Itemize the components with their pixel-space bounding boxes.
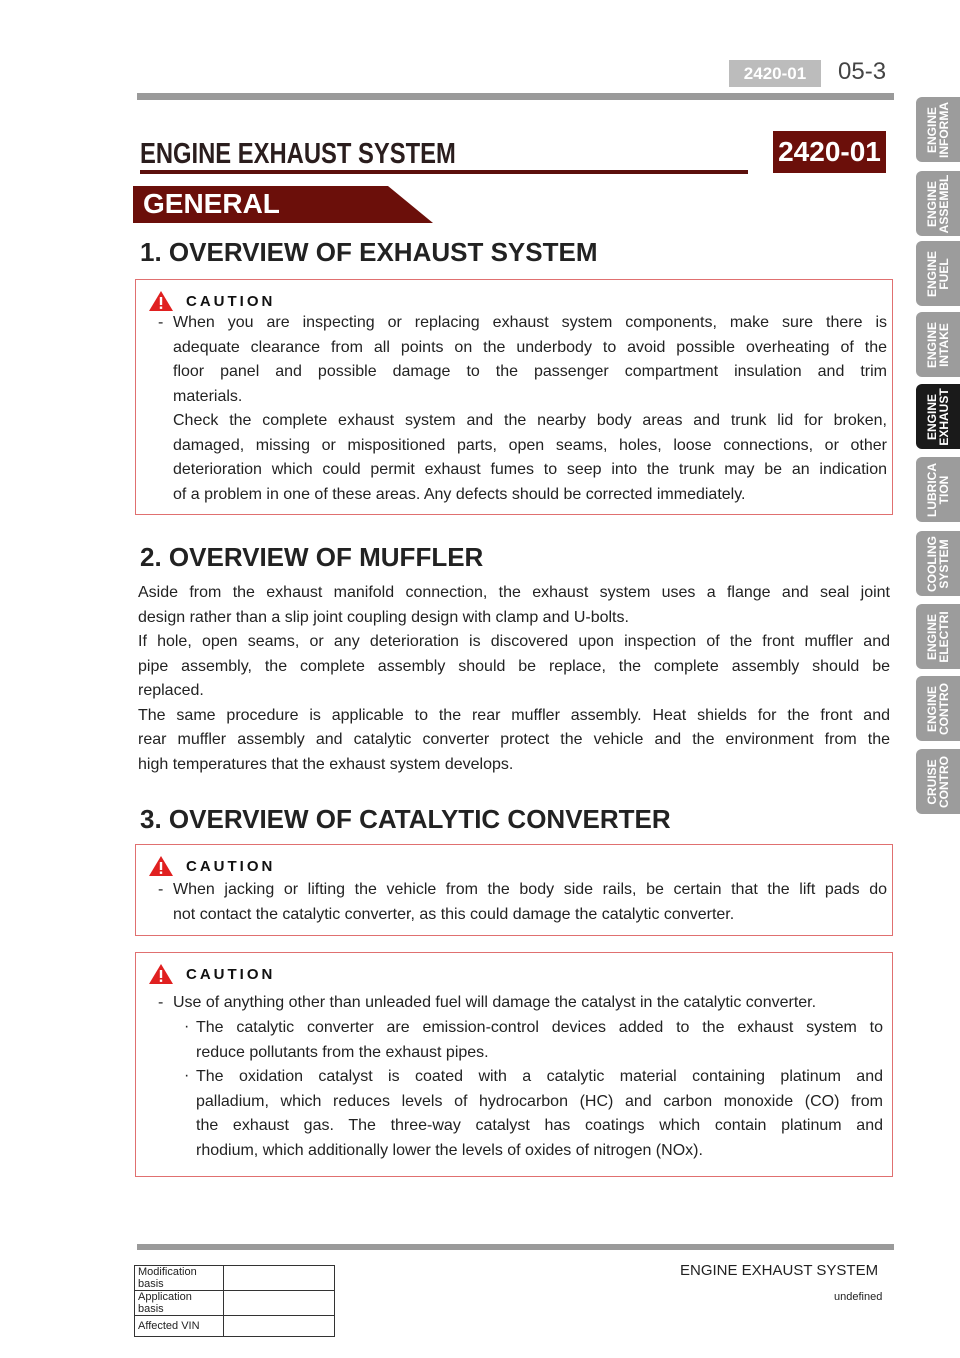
caution-box-exhaust: [135, 279, 893, 515]
muffler-text: [138, 581, 890, 777]
line: materials.: [173, 387, 243, 405]
line: damaged, missing or mispositioned parts, open seams, holes, loose connections, or other: [173, 436, 887, 454]
heading-overview-catalytic: 3. OVERVIEW OF CATALYTIC CONVERTER: [140, 804, 671, 834]
dash-marker: -: [158, 994, 164, 1011]
table-label: Modification basis: [135, 1266, 224, 1291]
heading-overview-exhaust: 1. OVERVIEW OF EXHAUST SYSTEM: [140, 237, 598, 267]
line: pipe assembly, the complete assembly should be replace, the complete assembly should be: [138, 657, 890, 675]
side-tab-engine-assembly[interactable]: [916, 171, 960, 236]
side-tab-label: ENGINE ASSEMBL: [925, 174, 951, 233]
line: When you are inspecting or replacing exhaust system components, make sure there is: [173, 314, 887, 331]
general-label: GENERAL: [143, 188, 280, 219]
general-banner: [133, 186, 433, 223]
heading-overview-muffler: 2. OVERVIEW OF MUFFLER: [140, 542, 484, 572]
table-row: [135, 1291, 335, 1316]
side-tab-engine-exhaust[interactable]: [916, 384, 960, 449]
line: The oxidation catalyst is coated with a catalytic material containing platinum and: [196, 1068, 883, 1085]
caution-header: [148, 855, 275, 877]
line: rhodium, which additionally lower the levels of oxides of nitrogen (NOx).: [196, 1141, 703, 1159]
line: adequate clearance from all points on the underbody to avoid possible overheating of the: [173, 338, 887, 356]
line: rear muffler assembly and catalytic converter protect the vehicle and the environment from the: [138, 731, 890, 748]
side-tab-engine-information[interactable]: [916, 97, 960, 162]
side-tab-label: LUBRICA TION: [925, 462, 951, 517]
dash-marker: -: [158, 314, 164, 331]
side-tab-label: ENGINE FUEL: [925, 250, 951, 297]
warning-icon: [148, 963, 174, 985]
line: If hole, open seams, or any deterioration is discovered upon inspection of the front muffler and: [138, 633, 890, 650]
page-number: 05-3: [838, 58, 887, 85]
line: The catalytic converter are emission-control devices added to the exhaust system to: [196, 1019, 883, 1036]
bottom-divider: [137, 1244, 894, 1250]
dash-marker: -: [158, 881, 164, 898]
line: replaced.: [138, 682, 204, 699]
line: Aside from the exhaust manifold connection, the exhaust system uses a flange and seal joint: [138, 584, 890, 601]
table-row: [135, 1316, 335, 1337]
caution-label: CAUTION: [186, 965, 276, 983]
caution-header: [148, 963, 275, 985]
line: palladium, which reduces levels of hydrocarbon (HC) and carbon monoxide (CO) from: [196, 1092, 883, 1110]
caution-header: [148, 290, 275, 312]
page-title: ENGINE EXHAUST SYSTEM: [140, 138, 456, 170]
top-divider: [137, 93, 894, 100]
line: of a problem in one of these areas. Any defects should be corrected immediately.: [173, 485, 746, 503]
warning-icon: [148, 290, 174, 312]
line: floor panel and possible damage to the passenger compartment insulation and trim: [173, 363, 887, 380]
table-value: [224, 1266, 335, 1291]
bullet-marker: ·: [184, 1018, 190, 1035]
modification-table: [134, 1265, 335, 1337]
side-tab-label: ENGINE EXHAUST: [925, 387, 951, 446]
table-row: [135, 1266, 335, 1291]
table-label: Application basis: [135, 1291, 224, 1316]
caution-box-fuel: [135, 952, 893, 1177]
line: Check the complete exhaust system and the nearby body areas and trunk lid for broken,: [173, 412, 887, 429]
line: design rather than a slip joint coupling design with clamp and U-bolts.: [138, 608, 629, 626]
line: the exhaust gas. The three-way catalyst has coatings which contain platinum and: [196, 1117, 883, 1134]
caution-box-lifting: [135, 844, 893, 936]
side-tab-label: COOLING SYSTEM: [925, 535, 951, 592]
side-tab-engine-electrical[interactable]: [916, 604, 960, 669]
caution-label: CAUTION: [186, 857, 276, 875]
warning-icon: [148, 855, 174, 877]
side-tab-label: ENGINE INTAKE: [925, 321, 951, 368]
side-tab-label: ENGINE CONTRO: [925, 682, 951, 735]
side-tab-label: ENGINE INFORMA: [925, 101, 951, 158]
side-tab-engine-intake[interactable]: [916, 312, 960, 377]
side-tab-label: ENGINE ELECTRI: [925, 610, 951, 663]
caution-text-exhaust: [173, 311, 887, 507]
line: When jacking or lifting the vehicle from the body side rails, be certain that the lift pads do: [173, 881, 887, 898]
table-value: [224, 1316, 335, 1337]
caution-text-lifting: [173, 878, 887, 927]
title-underline: [140, 170, 748, 174]
title-code-badge: 2420-01: [773, 131, 886, 173]
side-tab-lubrication[interactable]: [916, 457, 960, 522]
line: deterioration which could permit exhaust fumes to seep into the trunk may be an indication: [173, 461, 887, 478]
bullet-text-converter: [196, 1016, 883, 1065]
line: not contact the catalytic converter, as this could damage the catalytic converter.: [173, 905, 735, 923]
caution-text-fuel: Use of anything other than unleaded fuel will damage the catalyst in the catalytic converter.: [173, 994, 817, 1011]
section-code-badge: 2420-01: [729, 60, 821, 87]
line: reduce pollutants from the exhaust pipes.: [196, 1043, 489, 1061]
table-label: Affected VIN: [135, 1316, 224, 1337]
footer-subtitle: undefined: [834, 1291, 883, 1303]
side-tab-label: CRUISE CONTRO: [925, 755, 951, 808]
side-tab-engine-fuel[interactable]: [916, 241, 960, 306]
side-tab-cruise-control[interactable]: [916, 749, 960, 814]
footer-title: ENGINE EXHAUST SYSTEM: [680, 1262, 879, 1279]
side-tab-cooling-system[interactable]: [916, 531, 960, 596]
bullet-text-oxidation: [196, 1065, 883, 1163]
table-value: [224, 1291, 335, 1316]
line: The same procedure is applicable to the rear muffler assembly. Heat shields for the front and: [138, 706, 890, 724]
bullet-marker: ·: [184, 1067, 190, 1084]
side-tab-engine-control[interactable]: [916, 676, 960, 741]
line: high temperatures that the exhaust system develops.: [138, 755, 514, 773]
caution-label: CAUTION: [186, 292, 276, 310]
